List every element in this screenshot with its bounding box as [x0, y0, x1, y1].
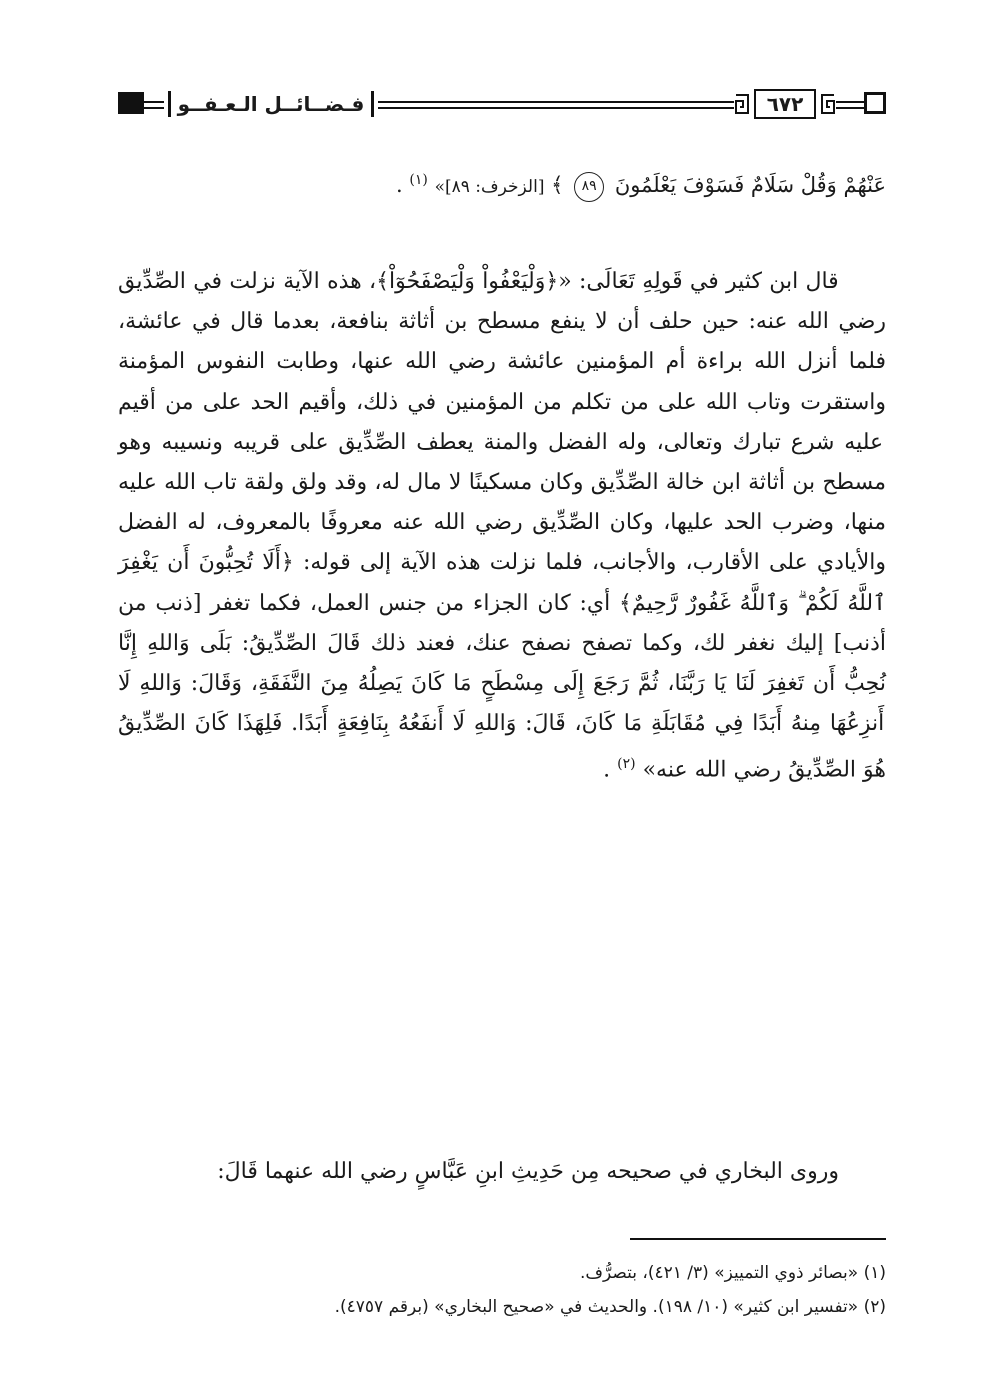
paragraph-line: قَالَ الصِّدِّيقُ: بَلَى وَاللهِ إِنَّا نُحِبُّ أَن تَغفِرَ لَنَا يَا رَبَّنَا، ثُمَّ رَجَعَ إِلَى [118, 630, 886, 697]
verse-text: عَنْهُمْ وَقُلْ سَلَامٌ فَسَوْفَ يَعْلَمُونَ [614, 173, 886, 197]
running-title-box [164, 88, 378, 120]
paragraph-line: شرع تبارك وتعالى، وله الفضل والمنة يعطف الصِّدِّيق على قريبه ونسيبه وهو [118, 429, 835, 455]
main-paragraph [118, 262, 886, 791]
verse-reference: [الزخرف: ٨٩]» [434, 177, 545, 197]
paragraph-line: عائشة رضي الله عنها، وطابت النفوس المؤمنة واستقرت وتاب الله على [118, 349, 887, 415]
closing-ornate-bracket: ﴾ [551, 173, 564, 197]
footnote-1: (١) «بصائر ذوي التمييز» (٣/ ٤٢١)، بتصرُّف. [579, 1263, 886, 1283]
paragraph-line: بنافعة، بعدما قال في عائشة، فلما أنزل الله براءة أم المؤمنين [118, 309, 886, 375]
page-number: ٦٧٢ [754, 89, 816, 119]
footnote-marker: (١) [409, 172, 428, 188]
title-bar-left [168, 91, 171, 117]
paragraph-line: هُوَ الصِّدِّيقُ رضي الله عنه» [635, 757, 886, 783]
footnote-2: (٢) «تفسير ابن كثير» (١٠/ ١٩٨). والحديث في «صحيح البخاري» (برقم ٤٧٥٧). [334, 1297, 886, 1317]
page-number-frame [734, 86, 836, 122]
paragraph-line: ولقة تاب الله عليه منها، وضرب الحد عليها، وكان الصِّدِّيق رضي الله عنه [118, 470, 886, 536]
paragraph-line: غَفُورٌ رَّحِيمٌ﴾ أي: كان الجزاء من جنس العمل، فكما تغفر [ذنب [146, 590, 731, 616]
knot-ornament-icon [734, 91, 752, 117]
paragraph-line: مِسْطَحٍ مَا كَانَ يَصِلُهُ مِنَ النَّفَقَةِ، وَقَالَ: وَاللهِ لَا أَنزِعُهَا مِنهُ أَبَدًا فِي [118, 671, 885, 737]
paragraph-line: نزلت في الصِّدِّيق رضي الله عنه: حين حلف أن لا ينفع مسطح بن أثاثة [118, 269, 886, 335]
paragraph-line: من أذنب] إليك نغفر لك، وكما تصفح نصفح عنك، فعند ذلك [118, 590, 886, 656]
title-bar-right [371, 91, 374, 117]
header-hollow-square-ornament [864, 92, 886, 114]
paragraph-line: معروفًا بالمعروف، له الفضل والأيادي على الأقارب، والأجانب، [118, 510, 886, 576]
paragraph-line: من تكلم من المؤمنين في ذلك، وأقيم الحد على من أقيم عليه [118, 389, 884, 455]
footnote-marker: (٢) [617, 756, 636, 773]
sentence-period: . [603, 757, 611, 783]
paragraph-line: فلما نزلت هذه الآية إلى قوله: ﴿أَلَا تُحِبُّونَ أَن يَغْفِرَ ٱللَّهُ لَكُمْ ۗ وَٱللَّهُ [118, 550, 886, 616]
paragraph-line: قال ابن كثير في قَولِهِ تَعَالَى: «﴿وَلْيَعْفُواْ وَلْيَصْفَحُوٓاْ﴾، هذه الآية [275, 269, 839, 294]
knot-ornament-icon [818, 91, 836, 117]
second-paragraph [118, 1152, 886, 1192]
paragraph-line: وروى البخاري في صحيحه مِن حَدِيثِ ابنِ عَبَّاسٍ رضي الله عنهما قَالَ: [217, 1159, 839, 1184]
paragraph-line: مسطح بن أثاثة ابن خالة الصِّدِّيق وكان مسكينًا لا مال له، وقد ولق [284, 470, 886, 496]
quran-verse-line [118, 158, 886, 209]
page-header [118, 86, 886, 126]
book-title: فـضــائــل الـعـفــو [177, 92, 365, 116]
sentence-period: . [396, 173, 403, 197]
paragraph-line: مُقَابَلَةِ مَا كَانَ، قَالَ: وَاللهِ لَا أَنفَعُهُ بِنَافِعَةٍ أَبَدًا. فَلِهَذَا كَانَ الصِّدِّيقُ [118, 711, 706, 737]
footnotes [118, 1256, 886, 1324]
ayah-number-badge: ٨٩ [574, 172, 604, 202]
footnote-separator [630, 1238, 886, 1240]
header-filled-square-ornament [118, 92, 144, 114]
